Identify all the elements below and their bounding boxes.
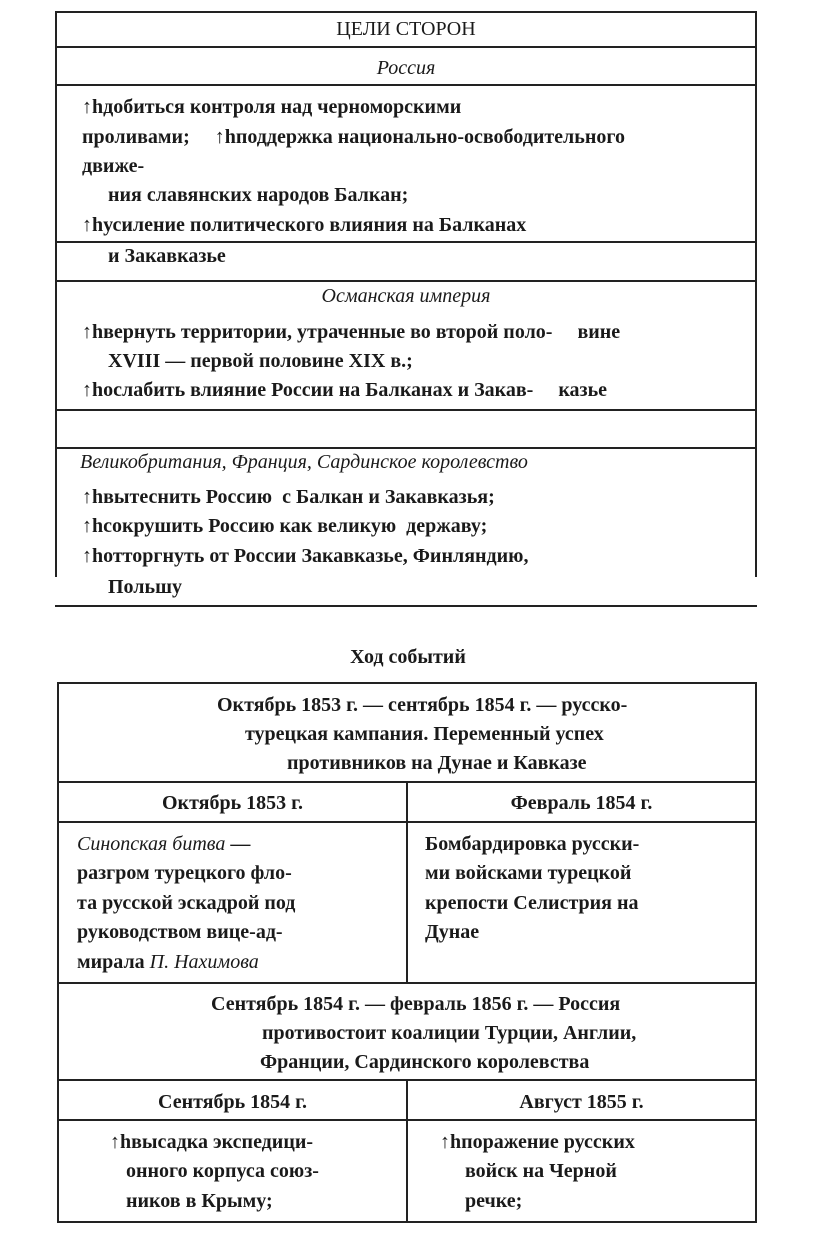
goal-line: проливами; ↑hподдержка национально-освободительного bbox=[82, 126, 625, 148]
period-line: Октябрь 1853 г. — сентябрь 1854 г. — русско- bbox=[217, 694, 628, 716]
event-text: руководством вице-ад- bbox=[77, 921, 283, 943]
goal-line: ↑hдобиться контроля над черноморскими bbox=[82, 96, 462, 118]
event-text-part: мирала bbox=[77, 951, 150, 973]
event-text: ↑hпоражение русских bbox=[440, 1131, 635, 1153]
event-text bbox=[77, 950, 259, 974]
event-text: Бомбардировка русски- bbox=[425, 833, 640, 855]
period-line: Сентябрь 1854 г. — февраль 1856 г. — Россия bbox=[211, 993, 621, 1015]
divider bbox=[55, 241, 757, 243]
event-text-part: — bbox=[225, 833, 251, 855]
goal-line: ↑hвернуть территории, утраченные во второй поло- вине bbox=[82, 321, 621, 343]
divider bbox=[755, 682, 757, 1223]
event-text bbox=[77, 832, 250, 856]
goal-line: и Закавказье bbox=[108, 245, 226, 267]
divider bbox=[57, 682, 59, 1223]
battle-name: Синопская битва bbox=[77, 833, 226, 855]
events-heading: Ход событий bbox=[350, 646, 466, 668]
table-title: ЦЕЛИ СТОРОН bbox=[336, 18, 476, 40]
goal-line: ↑hвытеснить Россию с Балкан и Закавказья; bbox=[82, 486, 495, 508]
event-text: ↑hвысадка экспедици- bbox=[110, 1131, 314, 1153]
event-text: онного корпуса союз- bbox=[126, 1160, 319, 1182]
divider bbox=[55, 46, 757, 48]
divider bbox=[55, 447, 757, 449]
goal-line: ↑hослабить влияние России на Балканах и Закав- казье bbox=[82, 379, 608, 401]
goal-line: ↑hотторгнуть от России Закавказье, Финляндию, bbox=[82, 545, 529, 567]
event-text: войск на Черной bbox=[465, 1160, 617, 1182]
event-text: крепости Селистрия на bbox=[425, 892, 639, 914]
event-date: Август 1855 г. bbox=[519, 1091, 644, 1113]
divider bbox=[755, 11, 757, 577]
divider bbox=[57, 682, 757, 684]
divider bbox=[55, 409, 757, 411]
coalition-heading: Великобритания, Франция, Сардинское королевство bbox=[80, 451, 528, 473]
event-date: Сентябрь 1854 г. bbox=[158, 1091, 307, 1113]
event-text: ников в Крыму; bbox=[126, 1190, 273, 1212]
goal-line: ния славянских народов Балкан; bbox=[108, 184, 409, 206]
goal-line: движе- bbox=[82, 155, 145, 177]
period-line: Франции, Сардинского королевства bbox=[260, 1051, 590, 1073]
period-line: противников на Дунае и Кавказе bbox=[287, 752, 587, 774]
event-text: ми войсками турецкой bbox=[425, 862, 632, 884]
period-line: противостоит коалиции Турции, Англии, bbox=[262, 1022, 637, 1044]
russia-heading: Россия bbox=[376, 57, 436, 79]
divider bbox=[55, 280, 757, 282]
event-date: Февраль 1854 г. bbox=[510, 792, 653, 814]
ottoman-heading: Османская империя bbox=[321, 285, 491, 307]
divider bbox=[55, 84, 757, 86]
goal-line: ↑hусиление политического влияния на Балканах bbox=[82, 214, 527, 236]
event-date: Октябрь 1853 г. bbox=[162, 792, 303, 814]
period-line: турецкая кампания. Переменный успех bbox=[245, 723, 604, 745]
event-text: Дунае bbox=[425, 921, 480, 943]
admiral-name: П. Нахимова bbox=[149, 951, 259, 973]
goal-line: XVIII — первой половине XIX в.; bbox=[108, 350, 413, 372]
event-text: разгром турецкого фло- bbox=[77, 862, 292, 884]
goal-line: Польшу bbox=[108, 576, 182, 598]
divider bbox=[55, 11, 757, 13]
event-text: речке; bbox=[465, 1190, 523, 1212]
event-text: та русской эскадрой под bbox=[77, 892, 296, 914]
goal-line: ↑hсокрушить Россию как великую державу; bbox=[82, 515, 488, 537]
divider bbox=[55, 605, 757, 607]
